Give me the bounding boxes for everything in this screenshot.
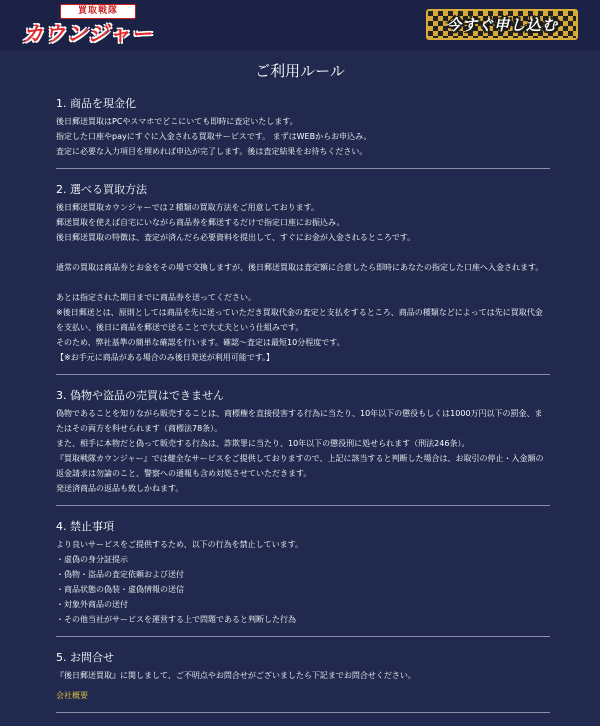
section-text: より良いサービスをご提供するため、以下の行為を禁止しています。	[56, 540, 304, 549]
section-text: ・偽物・盗品の査定依頼および送付	[56, 570, 184, 579]
section-text: 後日郵送買取カウンジャーでは２種類の買取方法をご用意しております。	[56, 203, 319, 212]
apply-now-button[interactable]	[426, 9, 578, 40]
page-title: ご利用ルール	[255, 62, 345, 80]
logo-subtitle: 買取戦隊	[60, 4, 136, 19]
rule-section	[56, 96, 550, 169]
section-text: ※後日郵送とは、原則としては商品を先に送っていただき買取代金の査定と支払をするところ、商品の種類などによっては先に買取代金を支払い、後日に商品を郵送で送ることで大丈夫という仕組みです。	[56, 308, 543, 332]
section-title: 4. 禁止事項	[56, 520, 114, 533]
section-text: 『後日郵送買取』に関しまして、ご不明点やお問合せがございましたら下記までお問合せください。	[56, 671, 416, 680]
section-title: 2. 選べる買取方法	[56, 183, 147, 196]
section-text: ・対象外商品の送付	[56, 600, 128, 609]
section-text: 査定に必要な入力項目を埋めれば申込が完了します。後は査定結果をお待ちください。	[56, 147, 368, 156]
rule-section	[56, 182, 550, 375]
section-text: 『買取戦隊カウンジャー』では健全なサービスをご提供しておりますので、上記に該当すると判断した場合は、お取引の停止・入金額の返金請求は勿論のこと、警察への通報も含め対処させていただきます。	[56, 454, 544, 478]
section-text: 発送済商品の返品も致しかねます。	[56, 484, 184, 493]
section-text: 指定した口座やpayにすぐに入金される買取サービスです。 まずはWEBからお申込み。	[56, 132, 372, 141]
company-info-link[interactable]: 会社概要	[56, 691, 88, 700]
section-title: 3. 偽物や盗品の売買はできません	[56, 389, 224, 402]
section-text: 後日郵送買取はPCやスマホでどこにいても即時に査定いたします。	[56, 117, 298, 126]
apply-now-label: 今すぐ申し込む	[445, 16, 558, 34]
section-text: 偽物であることを知りながら販売することは、商標権を直接侵害する行為に当たり、10年以下の懲役もしくは1000万円以下の罰金、またはその両方を科せられます（商標法78条）。	[56, 409, 543, 433]
section-text: ・虚偽の身分証提示	[56, 555, 128, 564]
rule-section	[56, 650, 550, 713]
rule-section	[56, 388, 550, 506]
section-text: ・商品状態の偽装・虚偽情報の送信	[56, 585, 184, 594]
paragraph-gap	[56, 275, 550, 290]
section-title: 1. 商品を現金化	[56, 97, 136, 110]
paragraph-gap	[56, 245, 550, 260]
section-text: そのため、弊社基準の簡単な確認を行います。確認～査定は最短10分程度です。	[56, 338, 345, 347]
section-text: あとは指定された期日までに商品券を送ってください。	[56, 293, 256, 302]
section-text: ・その他当社がサービスを運営する上で問題であると判断した行為	[56, 615, 296, 624]
rule-section	[56, 519, 550, 637]
section-text: 【※お手元に商品がある場合のみ後日発送が利用可能です。】	[56, 353, 275, 362]
rules-content	[56, 96, 550, 726]
section-text: また、相手に本物だと偽って販売する行為は、詐欺罪に当たり、10年以下の懲役刑に処せられます（刑法246条）。	[56, 439, 470, 448]
section-text: 通常の買取は商品券とお金をその場で交換しますが、後日郵送買取は査定額に合意したら即時にあなたの指定した口座へ入金されます。	[56, 263, 544, 272]
section-text: 郵送買取を使えば自宅にいながら商品券を郵送するだけで指定口座にお振込み。	[56, 218, 345, 227]
logo-title: カウンジャー	[22, 22, 154, 46]
logo[interactable]	[22, 4, 172, 46]
section-text: 後日郵送買取の特徴は、査定が済んだら必要資料を提出して、すぐにお金が入金されるところです。	[56, 233, 416, 242]
header	[0, 0, 600, 50]
section-title: 5. お問合せ	[56, 651, 114, 664]
